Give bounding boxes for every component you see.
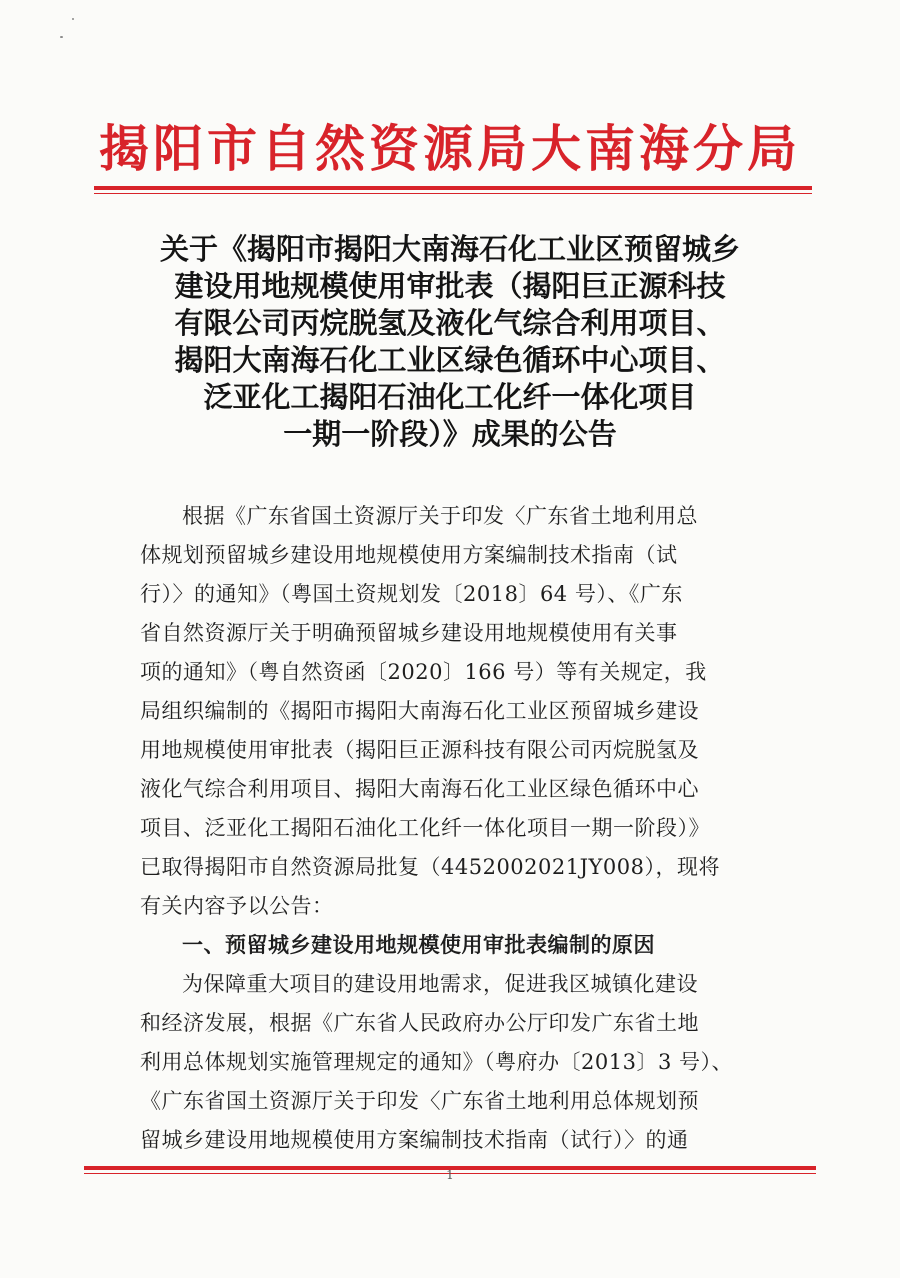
title-line: 建设用地规模使用审批表（揭阳巨正源科技 (174, 269, 726, 303)
text-line: 根据《广东省国土资源厅关于印发〈广东省土地利用总 (182, 504, 698, 528)
organization-header: 揭阳市自然资源局大南海分局 (99, 120, 801, 178)
text-line: 和经济发展，根据《广东省人民政府办公厅印发广东省土地 (140, 1011, 699, 1035)
document-body (140, 497, 772, 1160)
header-rule-thick (94, 186, 812, 190)
text-line: 项的通知》（粤自然资函〔2020〕166 号）等有关规定，我 (140, 660, 707, 684)
text-line: 为保障重大项目的建设用地需求，促进我区城镇化建设 (182, 972, 698, 996)
scan-speck (72, 18, 74, 20)
paragraph-2 (140, 965, 772, 1160)
paragraph-1 (140, 497, 772, 926)
text-line: 液化气综合利用项目、揭阳大南海石化工业区绿色循环中心 (140, 777, 699, 801)
text-line: 局组织编制的《揭阳市揭阳大南海石化工业区预留城乡建设 (140, 699, 699, 723)
text-line: 有关内容予以公告： (140, 894, 334, 918)
text-line: 利用总体规划实施管理规定的通知》（粤府办〔2013〕3 号）、 (140, 1050, 733, 1074)
text-line: 行）〉的通知》（粤国土资规划发〔2018〕64 号）、《广东 (140, 582, 683, 606)
text-line: 体规划预留城乡建设用地规模使用方案编制技术指南（试 (140, 543, 678, 567)
title-line: 泛亚化工揭阳石油化工化纤一体化项目 (203, 380, 697, 414)
text-line: 项目、泛亚化工揭阳石油化工化纤一体化项目一期一阶段）》 (140, 816, 710, 840)
text-line: 留城乡建设用地规模使用方案编制技术指南（试行）〉的通 (140, 1128, 689, 1152)
document-title (90, 231, 810, 453)
title-line: 一期一阶段）》成果的公告 (283, 417, 617, 451)
text-line: 用地规模使用审批表（揭阳巨正源科技有限公司丙烷脱氢及 (140, 738, 699, 762)
text-line: 省自然资源厅关于明确预留城乡建设用地规模使用有关事 (140, 621, 678, 645)
text-line: 已取得揭阳市自然资源局批复（4452002021JY008），现将 (140, 855, 720, 879)
section-heading: 一、预留城乡建设用地规模使用审批表编制的原因 (182, 933, 655, 957)
scan-speck (60, 36, 63, 38)
text-line: 《广东省国土资源厅关于印发〈广东省土地利用总体规划预 (140, 1089, 699, 1113)
title-line: 有限公司丙烷脱氢及液化气综合利用项目、 (174, 306, 726, 340)
page-number: 1 (446, 1168, 454, 1182)
title-line: 揭阳大南海石化工业区绿色循环中心项目、 (174, 343, 726, 377)
header-rule-thin (94, 193, 812, 194)
title-line: 关于《揭阳市揭阳大南海石化工业区预留城乡 (159, 232, 740, 266)
